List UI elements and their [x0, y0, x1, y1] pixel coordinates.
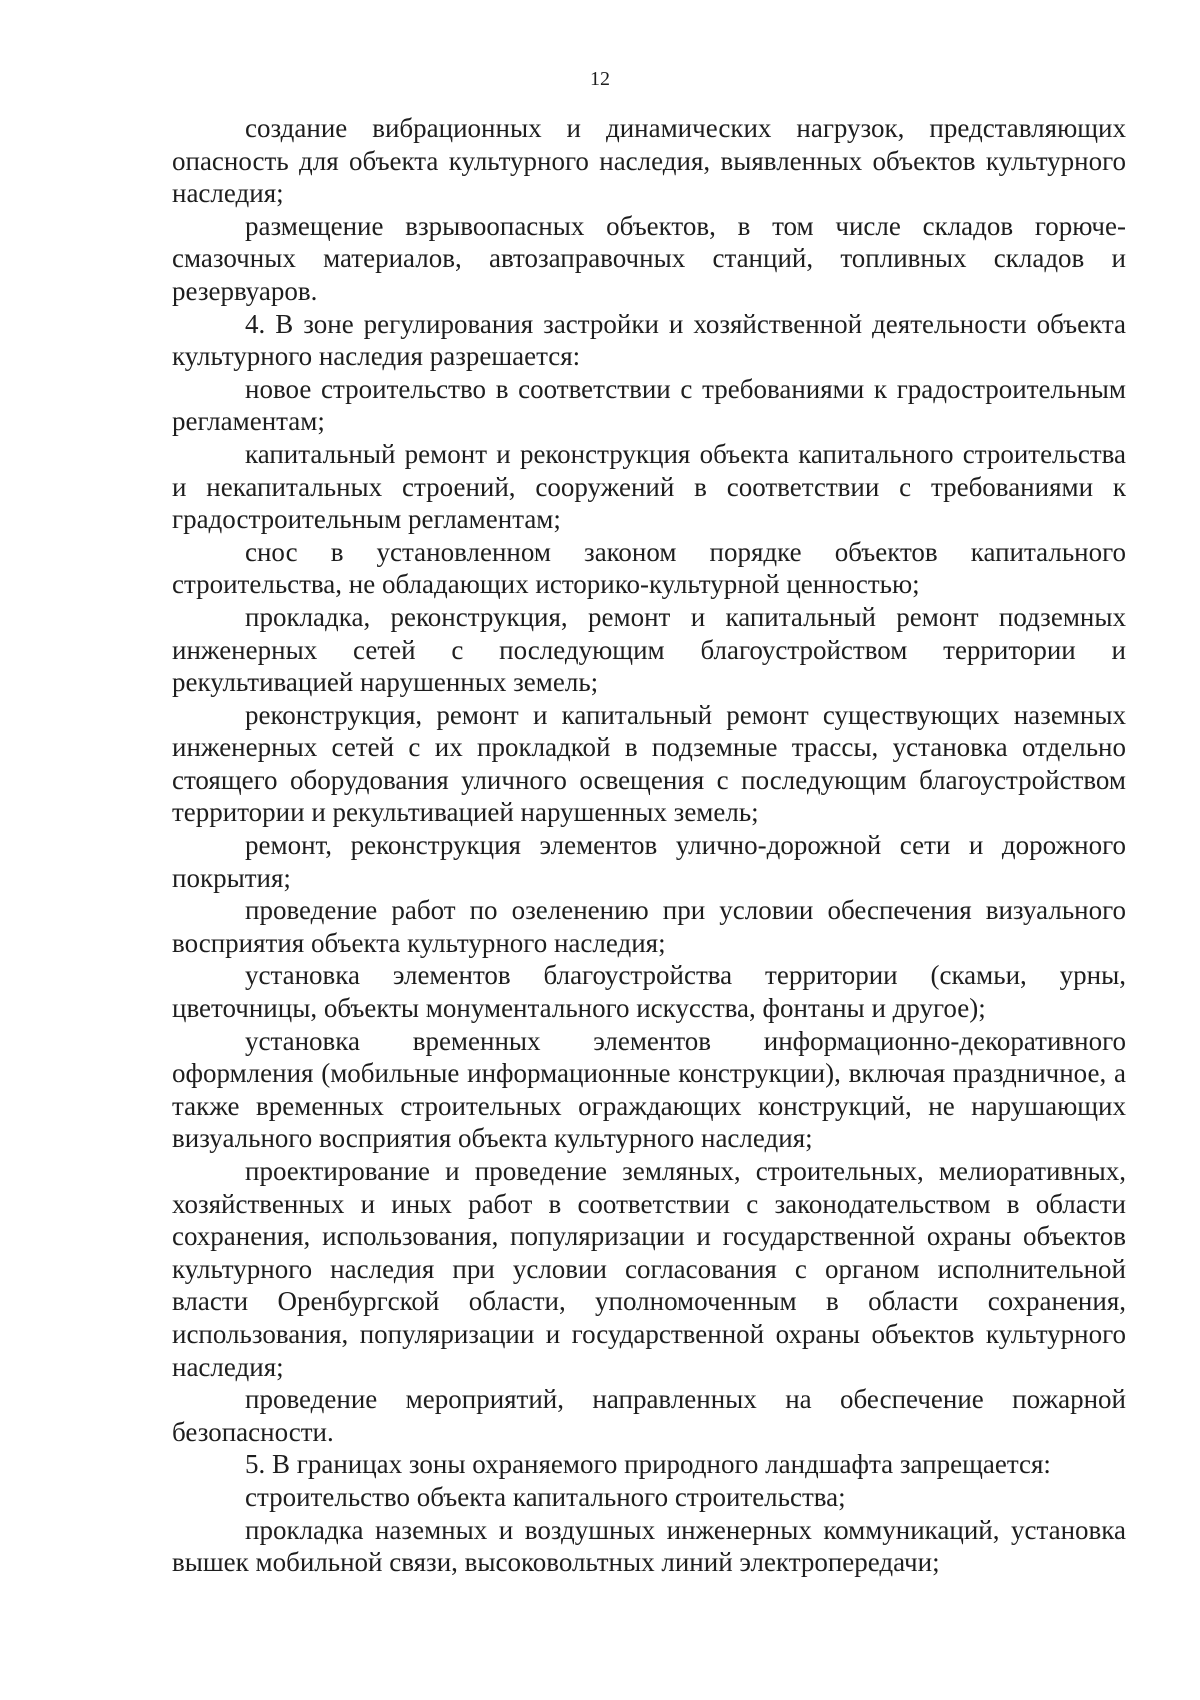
paragraph-design-works: проектирование и проведение земляных, строительных, мелиоративных, хозяйственных и иных работ в соответствии с законодательством в области сохранения, использования, популяризации и государственной охраны объектов культурного наследия при условии согласования с органом исполнительной власти Оренбургской области, уполномоченным в области сохранения, использования, популяризации и государственной охраны объектов культурного наследия; — [172, 1156, 1126, 1382]
paragraph-vibration-loads: создание вибрационных и динамических нагрузок, представляющих опасность для объекта культурного наследия, выявленных объектов культурного наследия; — [172, 113, 1126, 209]
paragraph-fire-safety: проведение мероприятий, направленных на обеспечение пожарной безопасности. — [172, 1384, 1126, 1447]
paragraph-temporary-decor: установка временных элементов информационно-декоративного оформления (мобильные информационные конструкции), включая праздничное, а также временных строительных ограждающих конструкций, не нарушающих визуального восприятия объекта культурного наследия; — [172, 1025, 1126, 1154]
paragraph-new-construction: новое строительство в соответствии с требованиями к градостроительным регламентам; — [172, 373, 1126, 437]
paragraph-street-furniture: установка элементов благоустройства территории (скамьи, урны, цветочницы, объекты монументального искусства, фонтаны и другое); — [172, 960, 1126, 1024]
paragraph-explosive-objects: размещение взрывоопасных объектов, в том числе складов горюче-смазочных материалов, автозаправочных станций, топливных складов и резервуаров. — [172, 210, 1126, 306]
paragraph-section-5-heading: 5. В границах зоны охраняемого природного ландшафта запрещается: — [245, 1449, 1051, 1480]
paragraph-section-4-heading: 4. В зоне регулирования застройки и хозяйственной деятельности объекта культурного наследия разрешается: — [172, 308, 1126, 372]
paragraph-capital-repair: капитальный ремонт и реконструкция объекта капитального строительства и некапитальных строений, сооружений в соответствии с требованиями к градостроительным регламентам; — [172, 438, 1126, 535]
paragraph-underground-networks: прокладка, реконструкция, ремонт и капитальный ремонт подземных инженерных сетей с последующим благоустройством территории и рекультивацией нарушенных земель; — [172, 601, 1126, 698]
paragraph-overhead-lines: прокладка наземных и воздушных инженерных коммуникаций, установка вышек мобильной связи, высоковольтных линий электропередачи; — [172, 1514, 1126, 1578]
document-body — [172, 112, 1126, 1579]
paragraph-road-repair: ремонт, реконструкция элементов улично-дорожной сети и дорожного покрытия; — [172, 830, 1126, 893]
page-number: 12 — [590, 68, 610, 90]
paragraph-demolition: снос в установленном законом порядке объектов капитального строительства, не обладающих историко-культурной ценностью; — [172, 536, 1126, 600]
paragraph-landscaping: проведение работ по озеленению при условии обеспечения визуального восприятия объекта культурного наследия; — [172, 895, 1126, 958]
paragraph-capital-construction: строительство объекта капитального строительства; — [245, 1481, 846, 1512]
paragraph-surface-networks: реконструкция, ремонт и капитальный ремонт существующих наземных инженерных сетей с их прокладкой в подземные трассы, установка отдельно стоящего оборудования уличного освещения с последующим благоустройством территории и рекультивацией нарушенных земель; — [172, 699, 1126, 828]
